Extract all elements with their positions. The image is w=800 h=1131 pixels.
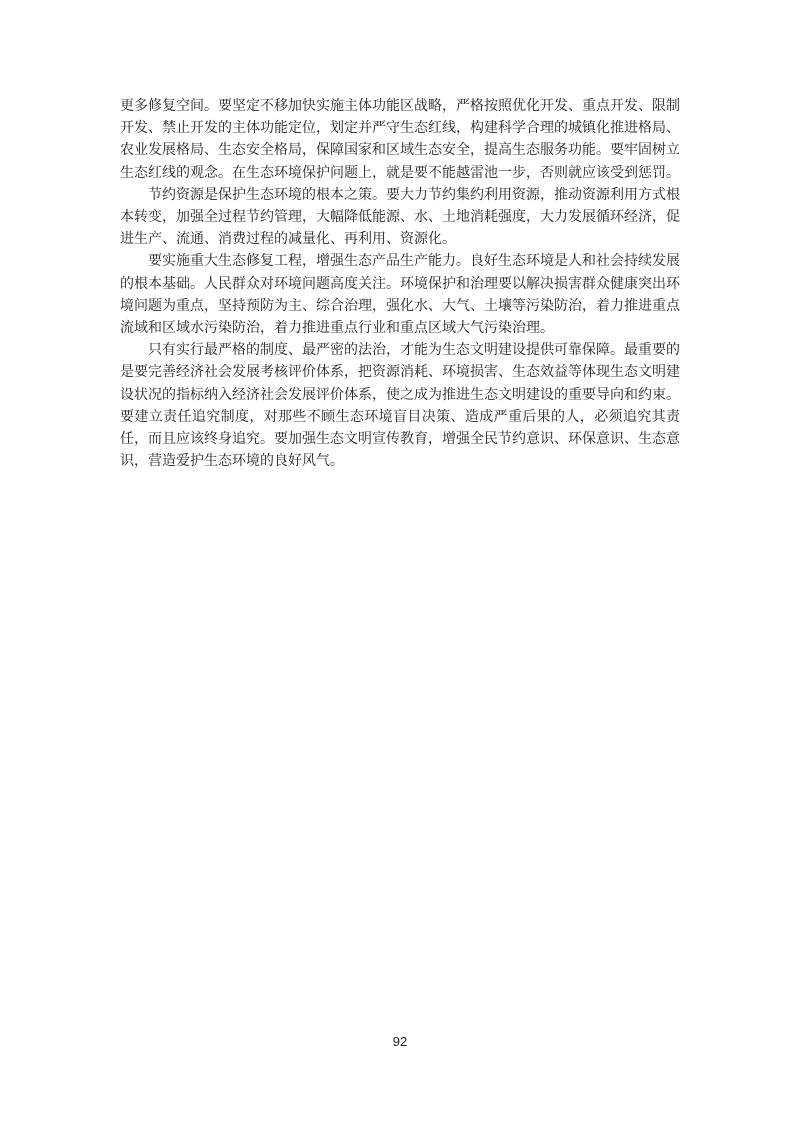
body-text (120, 95, 680, 472)
paragraph-2: 节约资源是保护生态环境的根本之策。要大力节约集约利用资源，推动资源利用方式根本转变，加强全过程节约管理，大幅降低能源、水、土地消耗强度，大力发展循环经济，促进生产、流通、消费过程的减量化、再利用、资源化。 (120, 186, 680, 248)
paragraph-1: 更多修复空间。要坚定不移加快实施主体功能区战略，严格按照优化开发、重点开发、限制开发、禁止开发的主体功能定位，划定并严守生态红线，构建科学合理的城镇化推进格局、农业发展格局、生态安全格局，保障国家和区域生态安全，提高生态服务功能。要牢固树立生态红线的观念。在生态环境保护问题上，就是要不能越雷池一步，否则就应该受到惩罚。 (120, 98, 680, 181)
paragraph-4: 只有实行最严格的制度、最严密的法治，才能为生态文明建设提供可靠保障。最重要的是要完善经济社会发展考核评价体系，把资源消耗、环境损害、生态效益等体现生态文明建设状况的指标纳入经济社会发展评价体系，使之成为推进生态文明建设的重要导向和约束。要建立责任追究制度，对那些不顾生态环境盲目决策、造成严重后果的人，必须追究其责任，而且应该终身追究。要加强生态文明宣传教育，增强全民节约意识、环保意识、生态意识，营造爱护生态环境的良好风气。 (120, 342, 680, 470)
paragraph-3: 要实施重大生态修复工程，增强生态产品生产能力。良好生态环境是人和社会持续发展的根本基础。人民群众对环境问题高度关注。环境保护和治理要以解决损害群众健康突出环境问题为重点，坚持预防为主、综合治理，强化水、大气、土壤等污染防治，着力推进重点流域和区域水污染防治，着力推进重点行业和重点区域大气污染治理。 (120, 253, 680, 337)
page-number: 92 (392, 1034, 408, 1049)
